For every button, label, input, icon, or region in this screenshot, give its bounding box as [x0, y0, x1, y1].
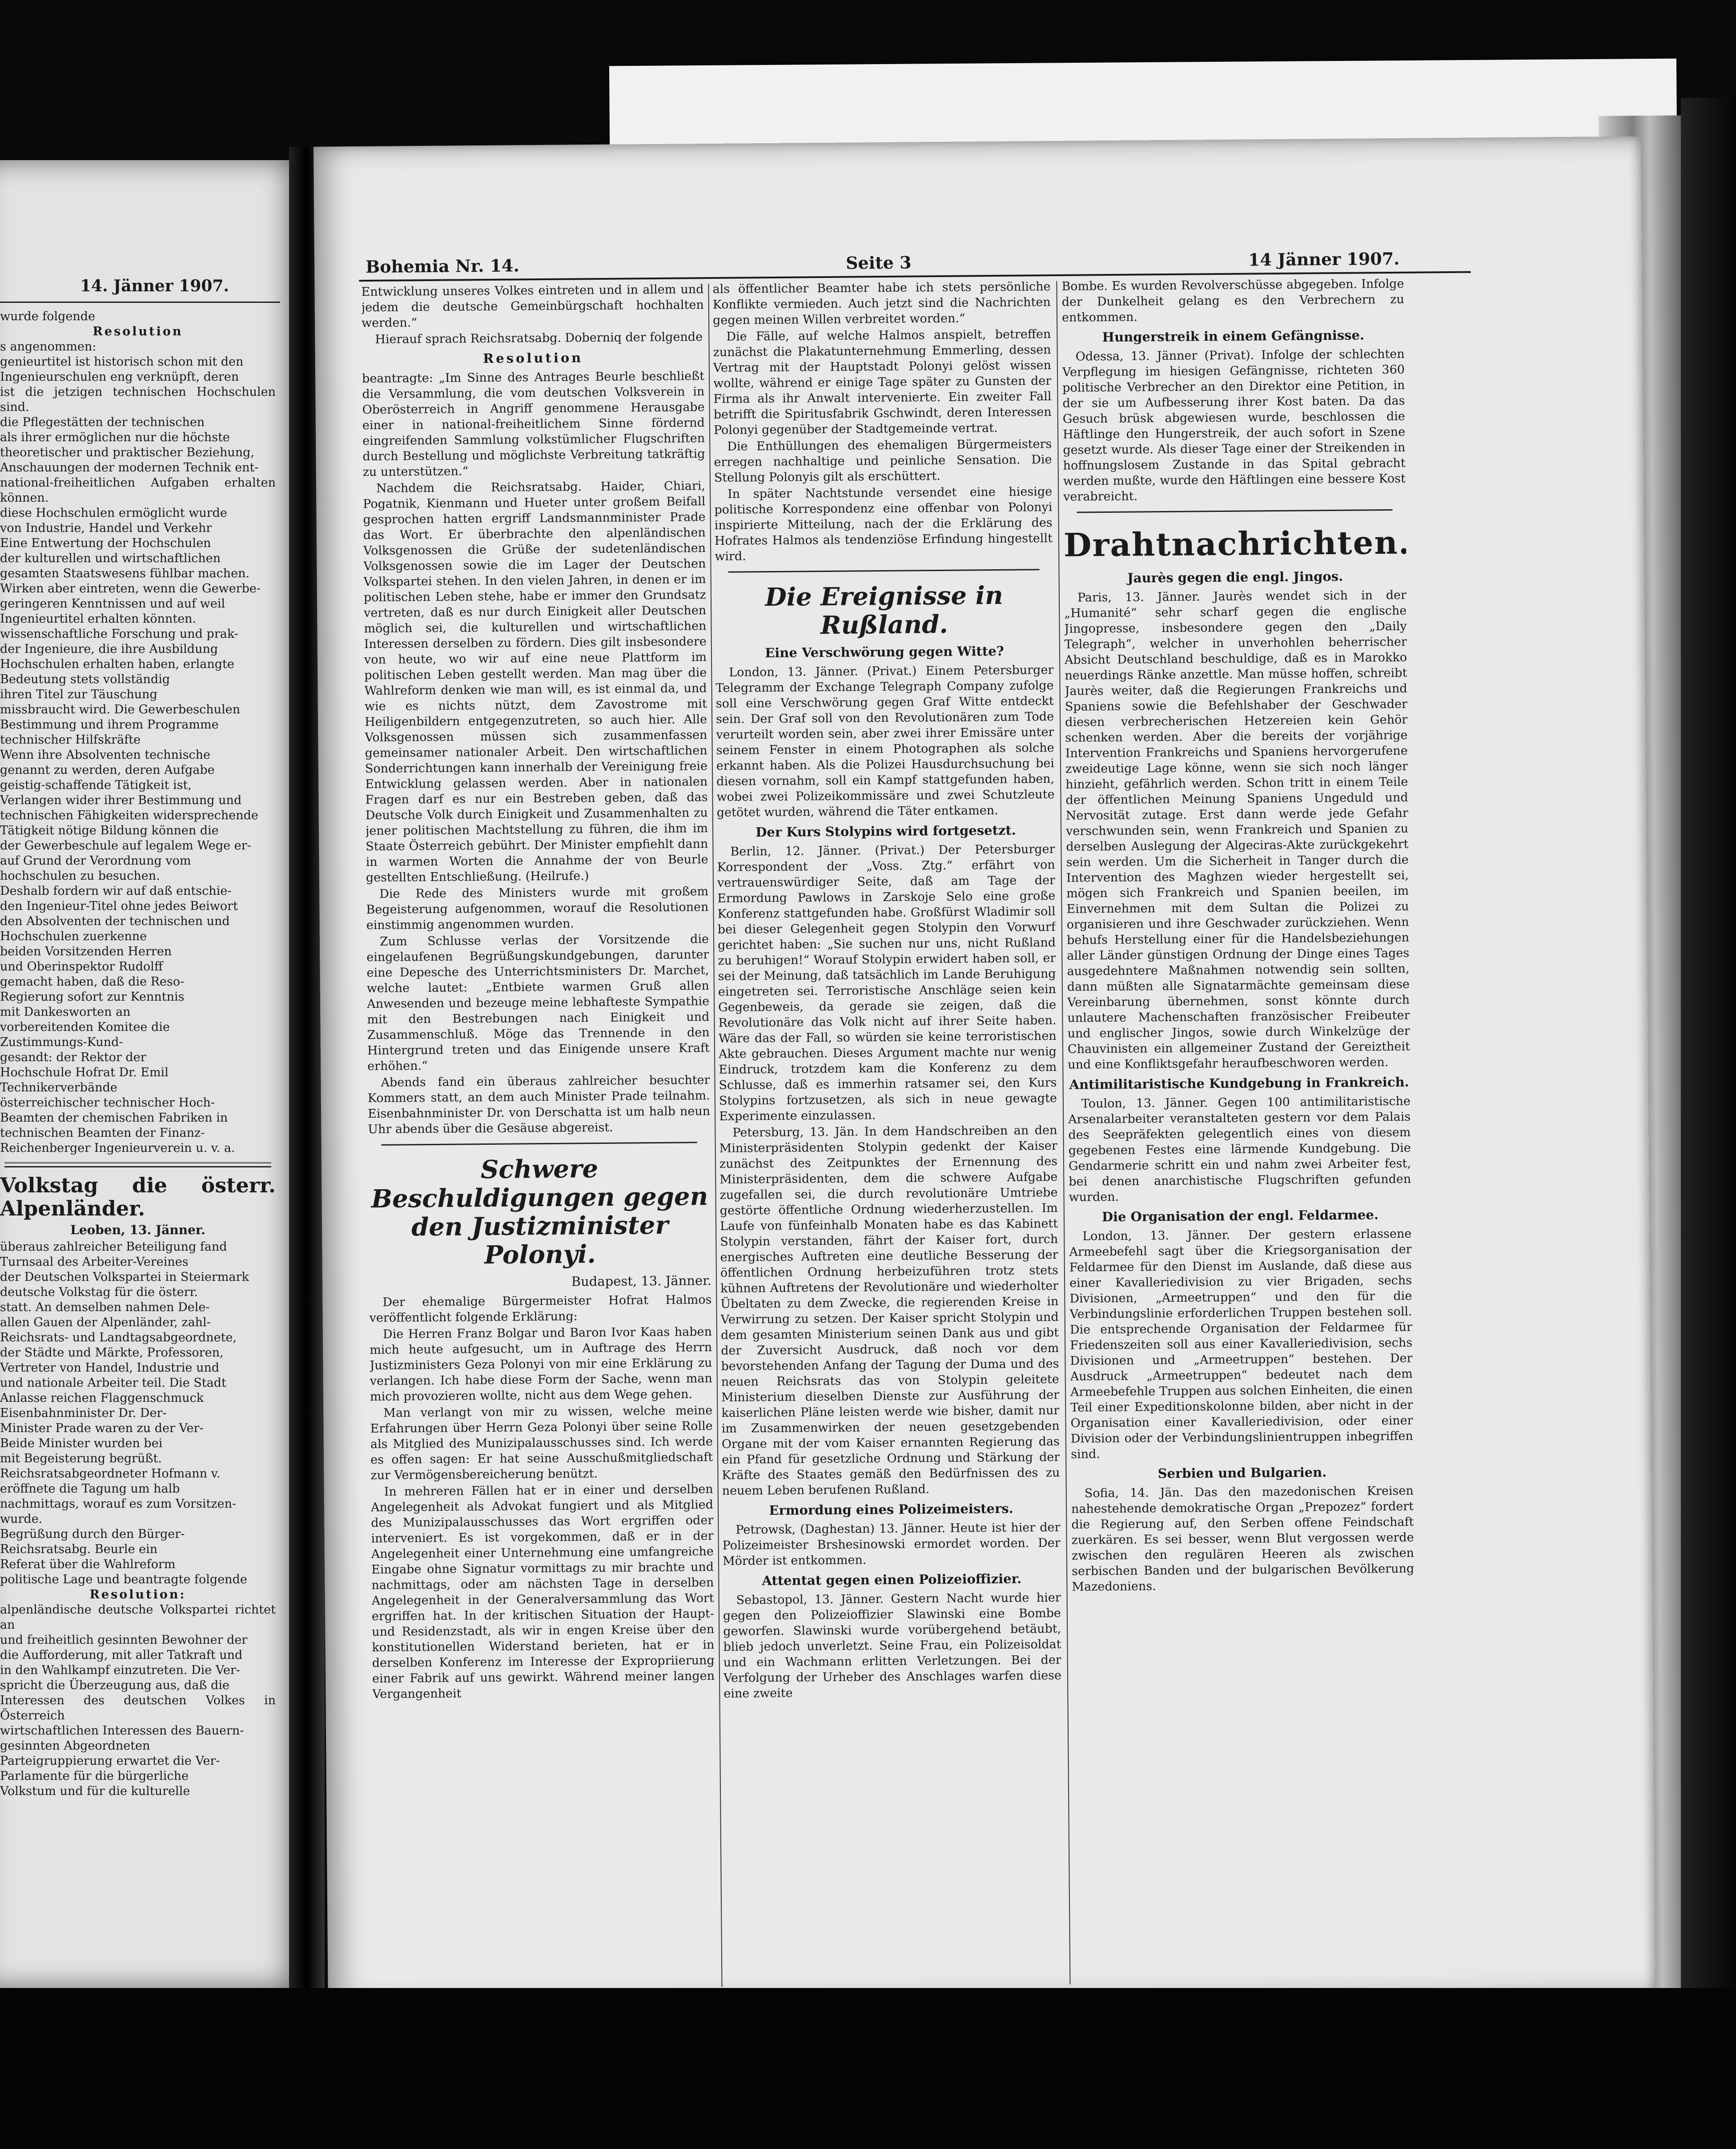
left-page-line: Reichsratsabgeordneter Hofmann v. — [0, 1467, 221, 1481]
article-subheading: Der Kurs Stolypins wird fortgesetzt. — [755, 822, 1017, 840]
left-page-line: der Gewerbeschule auf legalem Wege er- — [0, 839, 251, 853]
article-paragraph: Odessa, 13. Jänner (Privat). Infolge der schlechten Verpflegung im hiesigen Gefängnisse, richteten 360 politische Verbrecher an den Direktor eine Petition, in der sie um Aufbesserung ihrer Kost baten. Da das Gesuch brüsk abgewiesen wurde, beschlossen die Häftlinge den Hungerstreik, der auch sofort in Szene gesetzt wurde. Als dieser Tage einer der Streikenden in hoffnungslosem Zustande in das Spital gebracht werden mußte, wurde den Häftlingen eine bessere Kost verabreicht. — [1062, 347, 1406, 504]
left-page-line: Regierung sofort zur Kenntnis — [0, 990, 185, 1004]
left-page-line: mit Begeisterung begrüßt. — [0, 1452, 162, 1465]
left-page-lines-2 — [0, 1239, 276, 1799]
left-page-line: mit Dankesworten an — [0, 1005, 131, 1019]
article-paragraph: Die Fälle, auf welche Halmos anspielt, betreffen zunächst die Plakatunternehmung Emmerling, dessen Vertrag mit der Hauptstadt Polonyi gelöst wissen wollte, während er einige Tage später zu Gunsten der Firma als ihr Anwalt intervenierte. Ein zweiter Fall betrifft die Spiritusfabrik Gschwindt, deren Interessen Polonyi gegenüber der Stadtgemeinde vertrat. — [713, 327, 1052, 437]
left-page-line: Resolution: — [89, 1588, 186, 1602]
left-page-divider — [4, 1162, 271, 1167]
left-page-line: Hochschulen zuerkenne — [0, 930, 147, 943]
article-paragraph: als öffentlicher Beamter habe ich stets persönliche Konflikte vermieden. Auch jetzt sind die Nachrichten gegen meinen Willen verbreitet worden.“ — [712, 279, 1051, 327]
left-page-line: Ingenieurschulen eng verknüpft, deren — [0, 370, 239, 384]
left-page-line: missbraucht wird. Die Gewerbeschulen — [0, 703, 241, 716]
left-page-line: genannt zu werden, deren Aufgabe — [0, 763, 215, 777]
section-heading-drahtnachrichten: Drahtnachrichten. — [1063, 523, 1411, 564]
article-paragraph: Nachdem die Reichsratsabg. Haider, Chiari, Pogatnik, Kienmann und Hueter unter großem Beifall gesprochen hatten ergriff Landsmannminister Prade das Wort. Er überbrachte den alpenländischen Volksgenossen die Grüße der sudetenländischen Volksgenossen sowie die im Lager der Deutschen Volkspartei stehen. In den vielen Jahren, in denen er im politischen Leben stehe, habe er immer den Grundsatz vertreten, daß es nur durch Einigkeit aller Deutschen möglich sei, die kulturellen und wirtschaftlichen Interessen derselben zu fördern. Dies gilt insbesondere von heute, wo wir auf eine neue Plattform im politischen Leben gestellt werden. Man mag über die Wahlreform denken wie man will, es ist einmal da, und wie es nichts nützt, dem Zavostrome mit Heiligenbildern entgegenzutreten, so auch hier. Alle Volksgenossen müssen sich zusammenfassen gemeinsamer nationaler Arbeit. Den wirtschaftlichen Sonderrichtungen kann innerhalb der Vereinigung freie Entwicklung gelassen werden. Aber in nationalen Fragen darf es nur ein Bestreben geben, daß das Deutsche Volk durch Einigkeit und Zusammenhalten zu jener politischen Machtstellung zu führen, die ihm im Staate Österreich gebührt. Der Minister empfiehlt dann in warmen Worten die Annahme der von Beurle gestellten Entschließung. (Heilrufe.) — [363, 479, 708, 885]
section-divider — [728, 569, 1040, 572]
article-paragraph: Der ehemalige Bürgermeister Hofrat Halmos veröffentlicht folgende Erklärung: — [369, 1293, 712, 1325]
left-page-line: gesamten Staatswesens fühlbar machen. — [0, 567, 250, 580]
resolution-title: Resolution — [483, 350, 583, 366]
left-page-line: Technikerverbände — [0, 1081, 117, 1095]
left-page-line: Resolution — [92, 325, 183, 338]
article-paragraph: Sofia, 14. Jän. Das den mazedonischen Kreisen nahestehende demokratische Organ „Prepozez“ fordert die Regierung auf, den Serben offene Feindschaft zuerkären. Es sei besser, wenn Blut vergossen werde zwischen den regulären Heeren als zwischen serbischen Banden und der bulgarischen Bevölkerung Mazedoniens. — [1071, 1484, 1415, 1594]
article-subheading: Antimilitaristische Kundgebung in Frankreich. — [1069, 1074, 1409, 1092]
left-page-line: der Deutschen Volkspartei in Steiermark — [0, 1270, 249, 1284]
page-header-date: 14 Jänner 1907. — [1248, 248, 1400, 270]
left-page-line: Begrüßung durch den Bürger- — [0, 1527, 185, 1541]
left-page-line: gesinnten Abgeordneten — [0, 1739, 150, 1753]
left-page-line: österreichischer technischer Hoch- — [0, 1096, 215, 1110]
left-page-line: statt. An demselben nahmen Dele- — [0, 1300, 210, 1314]
article-paragraph: London, 13. Jänner. Der gestern erlassene Armeebefehl sagt über die Kriegsorganisation der Feldarmee für den Dienst im Auslande, daß diese aus einer Kavalleriedivision zu vier Brigaden, sechs Divisionen, „Armeetruppen“ und den für die Verbindungslinie erforderlichen Truppen bestehen soll. Die entsprechende Organisation der Feldarmee für Friedenszeiten soll aus einer Kavalleriedivision, sechs Divisionen und „Armeetruppen“ bestehen. Der Ausdruck „Armeetruppen“ bedeutet nach dem Armeebefehle Truppen aus solchen Einheiten, die einen Teil einer Expeditionskolonne bilden, aber nicht in der Organisation einer Kavalleriedivision, oder einer Division oder der Verbindungslinientruppen inbegriffen sind. — [1069, 1227, 1413, 1461]
article-heading-russia: Die Ereignisse in Rußland. — [765, 580, 1003, 640]
left-page-line: Bestimmung und ihrem Programme — [0, 718, 219, 732]
article-paragraph: Hierauf sprach Reichsratsabg. Doberniq der folgende — [375, 330, 703, 346]
article-paragraph: Die Rede des Ministers wurde mit großem Begeisterung aufgenommen, worauf die Resolutionen einstimmig angenommen wurden. — [366, 885, 709, 933]
left-page-line: Parlamente für die bürgerliche — [0, 1769, 189, 1783]
left-page-line: Beide Minister wurden bei — [0, 1437, 163, 1450]
left-page-line: alpenländische deutsche Volkspartei richtet an — [0, 1603, 276, 1632]
left-page-line: Referat über die Wahlreform — [0, 1557, 176, 1571]
left-page-line: Vertreter von Handel, Industrie und — [0, 1361, 220, 1375]
left-page-line: Anlasse reichen Flaggenschmuck — [0, 1391, 204, 1405]
left-page-line: ist die jetzigen technischen Hochschulen sind. — [0, 385, 276, 414]
section-divider — [382, 1142, 697, 1146]
left-page-dateline: Leoben, 13. Jänner. — [70, 1223, 205, 1237]
left-page-line: und nationale Arbeiter teil. Die Stadt — [0, 1376, 226, 1390]
article-subheading: Attentat gegen einen Polizeioffizier. — [762, 1571, 1022, 1589]
left-page-line: der Städte und Märkte, Professoren, — [0, 1346, 224, 1360]
left-page-line: Reichenberger Ingenieurverein u. v. a. — [0, 1141, 235, 1155]
left-page-line: gemacht haben, daß die Reso- — [0, 975, 185, 989]
left-page-line: vorbereitenden Komitee die — [0, 1020, 170, 1034]
page-header-masthead: Bohemia Nr. 14. — [365, 255, 519, 277]
article-paragraph: In später Nachtstunde versendet eine hiesige politische Korrespondenz eine offenbar von Polonyi inspirierte Mitteilung, nach der die Erklärung des Hofrates Halmos als tendenziöse Erfindung hingestellt wird. — [714, 484, 1053, 563]
left-page-line: Eine Entwertung der Hochschulen — [0, 536, 211, 550]
right-shadow — [1681, 98, 1736, 2055]
article-heading-polonyi: Schwere Beschuldigungen gegen den Justizminister Polonyi. — [371, 1154, 708, 1270]
left-page-line: der kulturellen und wirtschaftlichen — [0, 551, 221, 565]
column-3 — [1061, 276, 1417, 1978]
left-page-header-date: 14. Jänner 1907. — [80, 277, 229, 295]
left-page-text — [0, 309, 276, 1799]
left-facing-page — [0, 160, 307, 1988]
left-page-line: als ihrer ermöglichen nur die höchste — [0, 431, 230, 444]
left-page-line: von Industrie, Handel und Verkehr — [0, 521, 212, 535]
left-page-line: geistig-schaffende Tätigkeit ist, — [0, 778, 192, 792]
left-page-line: Tätigkeit nötige Bildung können die — [0, 824, 219, 837]
left-page-line: Zustimmungs-Kund- — [0, 1035, 123, 1049]
left-page-line: s angenommen: — [0, 340, 96, 354]
left-page-line: Ingenieurtitel erhalten könnten. — [0, 612, 197, 626]
article-paragraph: Zum Schlusse verlas der Vorsitzende die eingelaufenen Begrüßungskundgebungen, darunter eine Depesche des Unterrichtsministers Dr. Marchet, welche lautet: „Entbiete warmen Gruß allen Anwesenden und bezeuge meine lebhafteste Sympathie mit den Bestrebungen nach Einigkeit und Zusammenschluß. Möge das Trennende in den Hintergrund treten und das Einigende unsere Kraft erhöhen.“ — [366, 932, 710, 1074]
left-page-line: wissenschaftliche Forschung und prak- — [0, 627, 238, 641]
left-page-line: genieurtitel ist historisch schon mit den — [0, 355, 244, 369]
article-paragraph: Man verlangt von mir zu wissen, welche meine Erfahrungen über Herrn Geza Polonyi über seine Rolle als Mitglied des Munizipalausschusses sind. Ich werde es offen sagen: Er hat seine Ausschußmitgliedschaft zur Vermögensbereicherung benützt. — [370, 1404, 713, 1483]
left-page-line: politische Lage und beantragte folgende — [0, 1573, 247, 1586]
left-page-line: technischer Hilfskräfte — [0, 733, 141, 747]
left-page-line: technischen Beamten der Finanz- — [0, 1126, 205, 1140]
left-page-line: der Ingenieure, die ihre Ausbildung — [0, 642, 218, 656]
left-page-line: gesandt: der Rektor der — [0, 1050, 146, 1064]
left-page-line: die Aufforderung, mit aller Tatkraft und — [0, 1648, 243, 1662]
left-page-line: Reichsratsabg. Beurle ein — [0, 1542, 158, 1556]
article-paragraph: Paris, 13. Jänner. Jaurès wendet sich in der „Humanité“ sehr scharf gegen die englische Jingopresse, insbesondere gegen den „Daily Telegraph“, welcher in unverhohlen beherrischer Absicht Deutschland beschuldige, daß es in Marokko neuerdings Ränke anzettle. Man müsse hoffen, schreibt Jaurès weiter, daß die Regierungen Frankreichs und Spaniens sowie die Befehlshaber der Geschwader diesen verbrecherischen Hetzereien kein Gehör schenken werden. Aber die bereits der vorjährige Intervention Frankreichs und Spaniens hervorgerufene zweideutige Lage könne, wenn sie sich noch länger hinzieht, gefährlich werden. Schon tritt in einem Teile der öffentlichen Meinung Spaniens Ungeduld und Nervosität zutage. Erst dann werde jede Gefahr verschwunden sein, wenn Frankreich und Spanien zu derselben Auslegung der Algeciras-Akte zurückgekehrt sein werden. Um die Sicherheit in Tanger durch die Intervention des Maghzen wieder hergestellt sei, mögen sich Frankreich und Spanien beeilen, im Einvernehmen mit dem Sultan die Polizei zu organisieren und ihre Geschwader zurückziehen. Wenn behufs Herstellung einer für die Handelsbeziehungen aller Länder günstigen Ordnung der Dinge eines Tages ausgedehntere Maßnahmen notwendig sein sollten, dann müßten alle Signatarmächte gemeinsam diese Vereinbarung übernehmen, sonst könnte durch unlautere Machenschaften französischer Freibeuter und englischer Jingos, sowie durch Winkelzüge der Chauvinisten ein allgemeiner Zustand der Gereiztheit und eine Konfliktsgefahr heraufbeschworen werden. — [1064, 588, 1410, 1072]
left-page-line: ihren Titel zur Täuschung — [0, 688, 157, 701]
left-page-line: diese Hochschulen ermöglicht wurde — [0, 506, 227, 520]
left-page-line: Parteigruppierung erwartet die Ver- — [0, 1754, 220, 1768]
left-page-line: den Ingenieur-Titel ohne jedes Beiwort — [0, 899, 238, 913]
left-page-line: und freiheitlich gesinnten Bewohner der — [0, 1633, 248, 1647]
left-page-line: Volkstum und für die kulturelle — [0, 1784, 190, 1798]
article-subheading: Serbien und Bulgarien. — [1157, 1465, 1327, 1481]
left-page-line: deutsche Volkstag für die österr. — [0, 1285, 198, 1299]
section-divider — [1077, 509, 1392, 513]
article-paragraph: London, 13. Jänner. (Privat.) Einem Petersburger Telegramm der Exchange Telegraph Company zufolge soll eine Verschwörung gegen Graf Witte entdeckt sein. Der Graf soll von den Revolutionären zum Tode verurteilt worden sein, aber zwei ihrer Emissäre unter seinem Fenster in einem Photographen als solche erkannt haben. Als die Polizei Hausdurchsuchung bei diesen vornahm, soll ein Kampf stattgefunden haben, wobei zwei Polizeikommissäre und zwei Schutzleute getötet wurden, während die Täter entkamen. — [715, 663, 1055, 820]
left-page-line: Anschauungen der modernen Technik ent- — [0, 461, 259, 475]
left-page-line: beiden Vorsitzenden Herren — [0, 945, 172, 958]
article-subheading: Eine Verschwörung gegen Witte? — [765, 643, 1004, 661]
left-page-line: technischen Fähigkeiten widersprechende — [0, 809, 258, 822]
article-paragraph: beantragte: „Im Sinne des Antrages Beurle beschließt die Versammlung, die vom deutschen Volksverein in Oberösterreich in Angriff genommene Herausgabe einer in national-freiheitlichem Sinne fördernd eingreifenden Sammlung volkstümlicher Flugschriften durch Bestellung und möglichste Verbreitung tatkräftig zu unterstützen.“ — [362, 369, 705, 479]
left-page-line: Beamten der chemischen Fabriken in — [0, 1111, 228, 1125]
left-page-line: allen Gauen der Alpenländer, zahl- — [0, 1316, 211, 1329]
left-page-line: theoretischer und praktischer Beziehung, — [0, 446, 254, 459]
left-page-line: Hochschulen erhalten haben, erlangte — [0, 657, 234, 671]
column-1 — [361, 282, 717, 1983]
article-paragraph: Sebastopol, 13. Jänner. Gestern Nacht wurde hier gegen den Polizeioffizier Slawinski eine Bombe geworfen. Slawinski wurde vorübergehend betäubt, blieb jedoch unverletzt. Seine Frau, ein Polizeisoldat und ein Wachmann erlitten Verletzungen. Bei der Verfolgung der Urheber des Anschlages warfen diese eine zweite — [723, 1590, 1062, 1701]
left-page-line: Minister Prade waren zu der Ver- — [0, 1421, 204, 1435]
article-paragraph: Die Herren Franz Bolgar und Baron Ivor Kaas haben mich heute aufgesucht, um in Auftrage des Herrn Justizministers Geza Polonyi von mir eine Erklärung zu verlangen. Ich habe diese Form der Sache, wenn man mich provozieren wollte, nicht aus dem Wege gehen. — [370, 1325, 712, 1404]
left-page-line: Verlangen wider ihrer Bestimmung und — [0, 793, 242, 807]
left-page-line: Reichsrats- und Landtagsabgeordnete, — [0, 1331, 237, 1344]
article-paragraph: Petersburg, 13. Jän. In dem Handschreiben an den Ministerpräsidenten Stolypin gedenkt der Kaiser zunächst des Zeitpunktes der Ernennung des Ministerpräsidenten, dem die schwere Aufgabe zugefallen sei, die durch revolutionäre Umtriebe gestörte öffentliche Ordnung wiederherzustellen. Im Laufe von fünfeinhalb Monaten habe es das Kabinett Stolypin verstanden, fährt der Kaiser fort, durch energisches Auftreten eine deutliche Besserung der öffentlichen Ordnung herbeizuführen trotz stets kühnen Auftretens der Revolutionäre und wiederholter Übeltaten zu dem Zwecke, die regierenden Kreise in Verwirrung zu setzen. Der Kaiser spricht Stolypin und dem gesamten Ministerium seinen Dank aus und gibt der Zuversicht Ausdruck, daß noch vor dem bevorstehenden Anfang der Tagung der Duma und des neuen Reichsrats das von Stolypin geleitete Ministerium dieselben Dienste zur Ausführung der kaiserlichen Pläne leisten werde wie bisher, damit nur im Zusammenwirken der neuen gesetzgebenden Organe mit der vom Kaiser ernannten Regierung das ein Pfand für gesetzliche Ordnung und Stärkung der Kräfte des Staates gemäß den Bedürfnissen des zu neuem Leben berufenen Rußland. — [719, 1123, 1060, 1498]
left-page-line: Deshalb fordern wir auf daß entschie- — [0, 884, 232, 898]
article-paragraph: Bombe. Es wurden Revolverschüsse abgegeben. Infolge der Dunkelheit gelang es den Verbrechern zu entkommen. — [1061, 277, 1404, 325]
newspaper-page — [313, 137, 1656, 2006]
article-paragraph: Toulon, 13. Jänner. Gegen 100 antimilitaristische Arsenalarbeiter veranstalteten gestern vor dem Palais des Seepräfekten gelegentlich eines von diesem gegebenen Festes eine lärmende Kundgebung. Die Gendarmerie schritt ein und nahm zwei Arbeiter fest, bei denen anarchistische Flugschriften gefunden wurden. — [1068, 1094, 1411, 1204]
left-page-line: Wirken aber eintreten, wenn die Gewerbe- — [0, 582, 261, 596]
column-2 — [712, 279, 1064, 1980]
left-page-line: und Oberinspektor Rudolff — [0, 960, 163, 974]
bottom-shadow — [0, 1988, 1736, 2149]
left-page-line: Hochschule Hofrat Dr. Emil — [0, 1066, 169, 1079]
article-paragraph: Abends fand ein überaus zahlreicher besuchter Kommers statt, an dem auch Minister Prade teilnahm. Eisenbahnminister Dr. von Derschatta ist um halb neun Uhr abends über die Gesäuse abgereist. — [367, 1073, 711, 1137]
left-page-line: nachmittags, worauf es zum Vorsitzen- — [0, 1497, 237, 1511]
article-dateline: Budapest, 13. Jänner. — [571, 1273, 712, 1289]
page-header-page-number: Seite 3 — [845, 252, 912, 273]
article-paragraph: Die Enthüllungen des ehemaligen Bürgermeisters erregen nachhaltige und peinliche Sensation. Die Stellung Polonyis gilt als erschüttert. — [714, 437, 1052, 485]
left-page-heading: Volkstag die österr. Alpenländer. — [0, 1173, 276, 1220]
left-page-header-rule — [0, 302, 280, 303]
article-paragraph: In mehreren Fällen hat er in einer und derselben Angelegenheit als Advokat fungiert und als Mitglied des Munizipalausschusses das Wort ergriffen oder interveniert. Es ist vorgekommen, daß er in der Angelegenheit einer Unternehmung eine umfangreiche Eingabe ohne Signatur vormittags zu mir brachte und nachmittags, oder am nächsten Tage in derselben Angelegenheit in der Generalversammlung das Wort ergriffen hat. In der kritischen Situation der Haupt- und Residenzstadt, als wir in engen Kreise über den konstitutionellen Widerstand berieten, hat er in derselben Konferenz im Interesse der Expropriierung einer Fabrik auf uns gewirkt. Während meiner langen Vergangenheit — [370, 1482, 715, 1702]
article-subheading: Ermordung eines Polizeimeisters. — [769, 1501, 1013, 1518]
article-paragraph: Petrowsk, (Daghestan) 13. Jänner. Heute ist hier der Polizeimeister Brshesinowski ermordet worden. Der Mörder ist entkommen. — [722, 1520, 1061, 1568]
left-page-line: überaus zahlreicher Beteiligung fand — [0, 1240, 227, 1254]
left-page-line: spricht die Überzeugung aus, daß die — [0, 1678, 229, 1692]
left-page-line: Wenn ihre Absolventen technische — [0, 748, 211, 762]
left-page-line: in den Wahlkampf einzutreten. Die Ver- — [0, 1663, 240, 1677]
article-subheading: Jaurès gegen die engl. Jingos. — [1127, 568, 1343, 586]
left-page-lines — [0, 309, 276, 1156]
left-page-line: Turnsaal des Arbeiter-Vereines — [0, 1255, 189, 1269]
left-page-line: wurde folgende — [0, 310, 96, 323]
left-page-line: hochschulen zu besuchen. — [0, 869, 160, 883]
left-page-line: auf Grund der Verordnung vom — [0, 854, 191, 868]
left-page-line: Interessen des deutschen Volkes in Österreich — [0, 1694, 276, 1722]
left-page-line: wurde. — [0, 1512, 43, 1526]
left-page-line: eröffnete die Tagung um halb — [0, 1482, 180, 1496]
left-page-line: Eisenbahnminister Dr. Der- — [0, 1406, 167, 1420]
left-page-line: wirtschaftlichen Interessen des Bauern- — [0, 1724, 244, 1738]
left-page-line: den Absolventen der technischen und — [0, 914, 230, 928]
article-paragraph: Berlin, 12. Jänner. (Privat.) Der Petersburger Korrespondent der „Voss. Ztg.“ erfährt von vertrauenswürdiger Seite, daß am Tage der Ermordung Pawlows in Zarskoje Selo eine große Konferenz stattgefunden habe. Großfürst Wladimir soll bei dieser Gelegenheit gegen Stolypin den Vorwurf gerichtet haben: „Sie suchen nur uns, nicht Rußland zu beruhigen!“ Worauf Stolypin erwidert haben soll, er sei der Meinung, daß tatsächlich im Lande Beruhigung eingetreten sei. Terroristische Anschläge seien kein Gegenbeweis, da gerade sie zeigen, daß die Revolutionäre das Volk nicht auf ihrer Seite haben. Wäre das der Fall, so würden sie keine terroristischen Akte gebrauchen. Dieses Argument machte nur wenig Eindruck, trotzdem kam die Konferenz zu dem Schlusse, daß es immerhin ratsamer sei, den Kurs Stolypins fortzusetzen, als sich in neue gewagte Experimente einzulassen. — [717, 842, 1057, 1123]
left-page-line: die Pflegestätten der technischen — [0, 415, 205, 429]
article-paragraph: Entwicklung unseres Volkes eintreten und in allem und jedem die deutsche Gemeinbürgschaft hochhalten werden.“ — [361, 282, 704, 330]
left-page-line: national-freiheitlichen Aufgaben erhalten können. — [0, 476, 276, 505]
article-subheading: Hungerstreik in einem Gefängnisse. — [1102, 327, 1365, 345]
article-subheading: Die Organisation der engl. Feldarmee. — [1101, 1207, 1379, 1225]
left-page-line: Bedeutung stets vollständig — [0, 672, 170, 686]
left-page-line: geringeren Kenntnissen und auf weil — [0, 597, 225, 611]
